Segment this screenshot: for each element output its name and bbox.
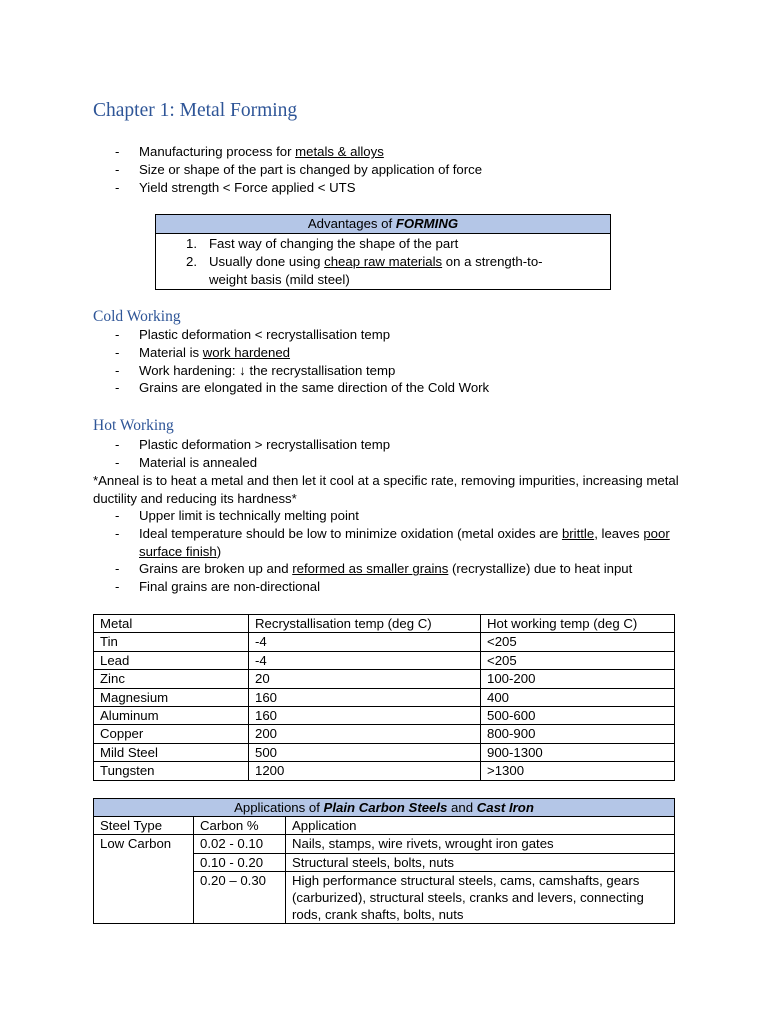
advantages-heading: Advantages of FORMING (156, 215, 610, 234)
list-item: - Grains are elongated in the same direction of the Cold Work (115, 380, 490, 396)
list-item: 1. Fast way of changing the shape of the part (186, 236, 459, 251)
table-cell: Lead (94, 651, 249, 669)
table-cell: Structural steels, bolts, nuts (286, 853, 675, 871)
column-header: Carbon % (194, 817, 286, 835)
table-cell: Nails, stamps, wire rivets, wrought iron gates (286, 835, 675, 853)
hot-working-heading: Hot Working (93, 417, 174, 434)
table-row (94, 688, 675, 706)
table-cell: 500 (249, 743, 481, 761)
table-cell: Zinc (94, 670, 249, 688)
table-cell: Magnesium (94, 688, 249, 706)
column-header: Recrystallisation temp (deg C) (249, 615, 481, 633)
column-header: Steel Type (94, 817, 194, 835)
list-item: - Material is work hardened (115, 344, 291, 360)
table-cell: High performance structural steels, cams, camshafts, gears (carburized), structural steels, cranks and levers, connecting rods, crank shafts, bolts, nuts (286, 871, 675, 924)
table-cell: <205 (481, 651, 675, 669)
table-row (94, 762, 675, 780)
table-cell: 1200 (249, 762, 481, 780)
advantages-list (156, 234, 610, 289)
list-item: - Grains are broken up and reformed as smaller grains (recrystallize) due to heat input (115, 561, 633, 577)
table-cell: Tungsten (94, 762, 249, 780)
table-row (94, 651, 675, 669)
table-cell: >1300 (481, 762, 675, 780)
list-item: - Plastic deformation > recrystallisation temp (115, 437, 391, 452)
table-cell: 200 (249, 725, 481, 743)
table-cell: 400 (481, 688, 675, 706)
table-cell: 0.02 - 0.10 (194, 835, 286, 853)
table-title-row (94, 799, 675, 817)
column-header: Application (286, 817, 675, 835)
cold-working-list (93, 326, 683, 397)
table-cell: 900-1300 (481, 743, 675, 761)
list-item: - Upper limit is technically melting point (115, 508, 359, 523)
advantages-box (155, 214, 611, 290)
hot-working-list-b (93, 507, 683, 596)
column-header: Metal (94, 615, 249, 633)
table-cell: 160 (249, 706, 481, 724)
table-cell: 0.20 – 0.30 (194, 871, 286, 924)
list-item: - Ideal temperature should be low to minimize oxidation (metal oxides are brittle, leaves poor surface finish) (115, 525, 670, 559)
table-cell: 160 (249, 688, 481, 706)
hot-working-list-a (93, 436, 683, 472)
steel-type-cell: Low Carbon (94, 835, 194, 924)
table-row (94, 670, 675, 688)
table-row (94, 725, 675, 743)
table-cell: 100-200 (481, 670, 675, 688)
anneal-note: *Anneal is to heat a metal and then let it cool at a specific rate, removing impurities, increasing metal ductility and reducing its hardness* (93, 473, 679, 506)
table-cell: 800-900 (481, 725, 675, 743)
list-item: - Material is annealed (115, 454, 258, 470)
list-item: - Size or shape of the part is changed by application of force (115, 161, 483, 177)
list-item: - Plastic deformation < recrystallisation temp (115, 327, 391, 342)
column-header: Hot working temp (deg C) (481, 615, 675, 633)
cold-working-heading: Cold Working (93, 308, 181, 325)
table-cell: <205 (481, 633, 675, 651)
table-title: Applications of Plain Carbon Steels and Cast Iron (94, 799, 675, 817)
table-header-row (94, 817, 675, 835)
table-cell: Mild Steel (94, 743, 249, 761)
metal-temperature-table (93, 614, 675, 781)
table-cell: Aluminum (94, 706, 249, 724)
page-title: Chapter 1: Metal Forming (93, 100, 298, 121)
table-cell: -4 (249, 633, 481, 651)
table-cell: Tin (94, 633, 249, 651)
table-header-row (94, 615, 675, 633)
list-item: - Final grains are non-directional (115, 579, 321, 595)
list-item: 2. Usually done using cheap raw materials on a strength-to-weight basis (mild steel) (186, 253, 543, 287)
table-row (94, 835, 675, 853)
table-row (94, 743, 675, 761)
list-item: - Work hardening: ↓ the recrystallisation temp (115, 362, 396, 378)
intro-bullet-list (93, 143, 683, 196)
table-row (94, 706, 675, 724)
list-item: - Yield strength < Force applied < UTS (115, 179, 356, 195)
table-cell: 0.10 - 0.20 (194, 853, 286, 871)
table-cell: 500-600 (481, 706, 675, 724)
list-item: - Manufacturing process for metals & alloys (115, 144, 384, 159)
applications-table (93, 798, 675, 924)
table-cell: Copper (94, 725, 249, 743)
table-cell: 20 (249, 670, 481, 688)
table-row (94, 633, 675, 651)
table-cell: -4 (249, 651, 481, 669)
